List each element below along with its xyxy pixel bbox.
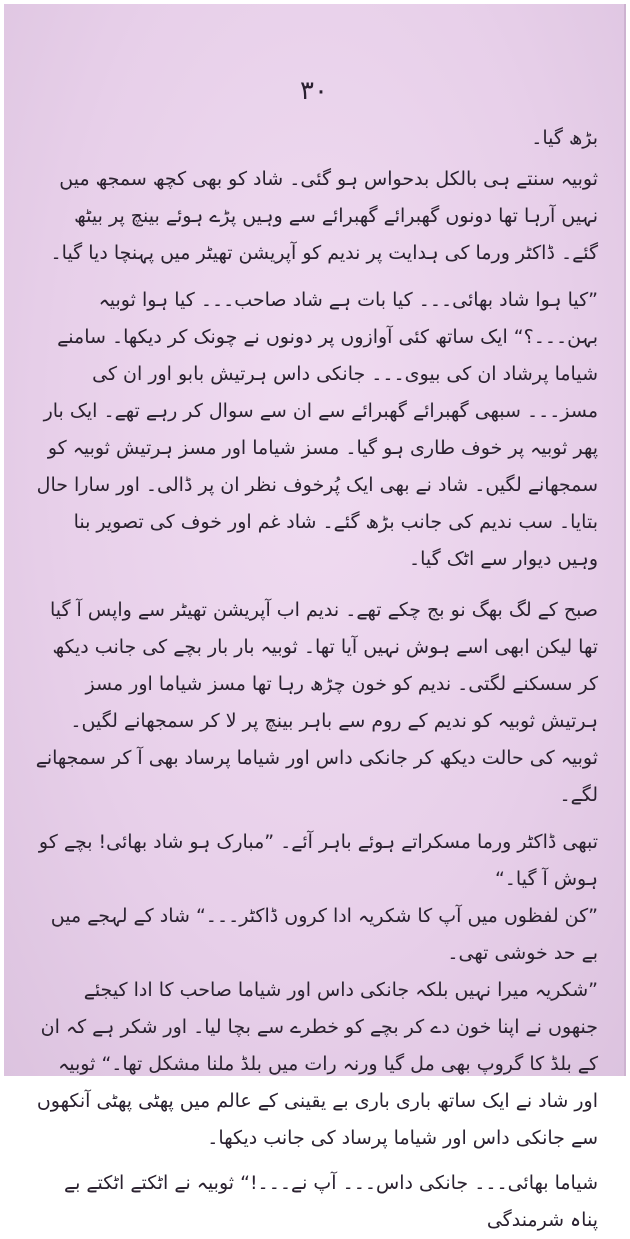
paragraph-7: ”شکریہ میرا نہیں بلکہ جانکی داس اور شیاما صاحب کا ادا کیجئے جنھوں نے اپنا خون دے کر بچے کو خطرے سے بچا لیا۔ اور شکر ہے کہ ان کے بلڈ کا گروپ بھی مل گیا ورنہ رات میں بلڈ ملنا مشکل تھا۔“ ثوبیہ اور شاد نے ایک ساتھ باری باری بے یقینی کے عالم میں پھٹی پھٹی آنکھوں سے جانکی داس اور شیاما پرساد کی جانب دیکھا۔	[36, 979, 598, 1149]
paragraph-1: بڑھ گیا۔	[531, 127, 598, 149]
page-number: ۳۰	[300, 76, 328, 106]
book-page	[4, 4, 626, 1231]
paragraph-3: ”کیا ہوا شاد بھائی۔۔۔ کیا بات ہے شاد صاحب۔۔۔ کیا ہوا ثوبیہ بہن۔۔۔؟“ ایک ساتھ کئی آوازوں پر دونوں نے چونک کر دیکھا۔ سامنے شیاما پرشاد ان کی بیوی۔۔۔ جانکی داس ہرتیش بابو اور ان کی مسز۔۔۔ سبھی گھبرائے گھبرائے سے ان سے سوال کر رہے تھے۔ ایک بار پھر ثوبیہ پر خوف طاری ہو گیا۔ مسز شیاما اور مسز ہرتیش ثوبیہ کو سمجھانے لگیں۔ شاد نے بھی ایک پُرخوف نظر ان پر ڈالی۔ اور سارا حال بتایا۔ سب ندیم کی جانب بڑھ گئے۔ شاد غم اور خوف کی تصویر بنا وہیں دیوار سے اٹک گیا۔	[36, 289, 598, 570]
paragraph-6: ”کن لفظوں میں آپ کا شکریہ ادا کروں ڈاکٹر۔۔۔“ شاد کے لہجے میں بے حد خوشی تھی۔	[50, 905, 598, 964]
paragraph-5: تبھی ڈاکٹر ورما مسکراتے ہوئے باہر آئے۔ ”مبارک ہو شاد بھائی! بچے کو ہوش آ گیا۔“	[38, 831, 598, 890]
paragraph-4: صبح کے لگ بھگ نو بج چکے تھے۔ ندیم اب آپریشن تھیٹر سے واپس آ گیا تھا لیکن ابھی اسے ہوش نہیں آیا تھا۔ ثوبیہ بار بار بچے کی جانب دیکھ کر سسکنے لگتی۔ ندیم کو خون چڑھ رہا تھا مسز شیاما اور مسز ہرتیش ثوبیہ کو ندیم کے روم سے باہر بینچ پر لا کر سمجھانے لگیں۔ ثوبیہ کی حالت دیکھ کر جانکی داس اور شیاما پرساد بھی آ کر سمجھانے لگے۔	[35, 599, 598, 806]
paragraph-8-partial: شیاما بھائی۔۔۔ جانکی داس۔۔۔ آپ نے۔۔۔!“ ثوبیہ نے اٹکتے اٹکتے بے پناہ شرمندگی	[63, 1172, 598, 1231]
page-text	[32, 120, 598, 1239]
paragraph-2: ثوبیہ سنتے ہی بالکل بدحواس ہو گئی۔ شاد کو بھی کچھ سمجھ میں نہیں آرہا تھا دونوں گھبرائے گھبرائے سے وہیں پڑے ہوئے بینچ پر بیٹھ گئے۔ ڈاکٹر ورما کی ہدایت پر ندیم کو آپریشن تھیٹر میں پہنچا دیا گیا۔	[50, 168, 598, 264]
